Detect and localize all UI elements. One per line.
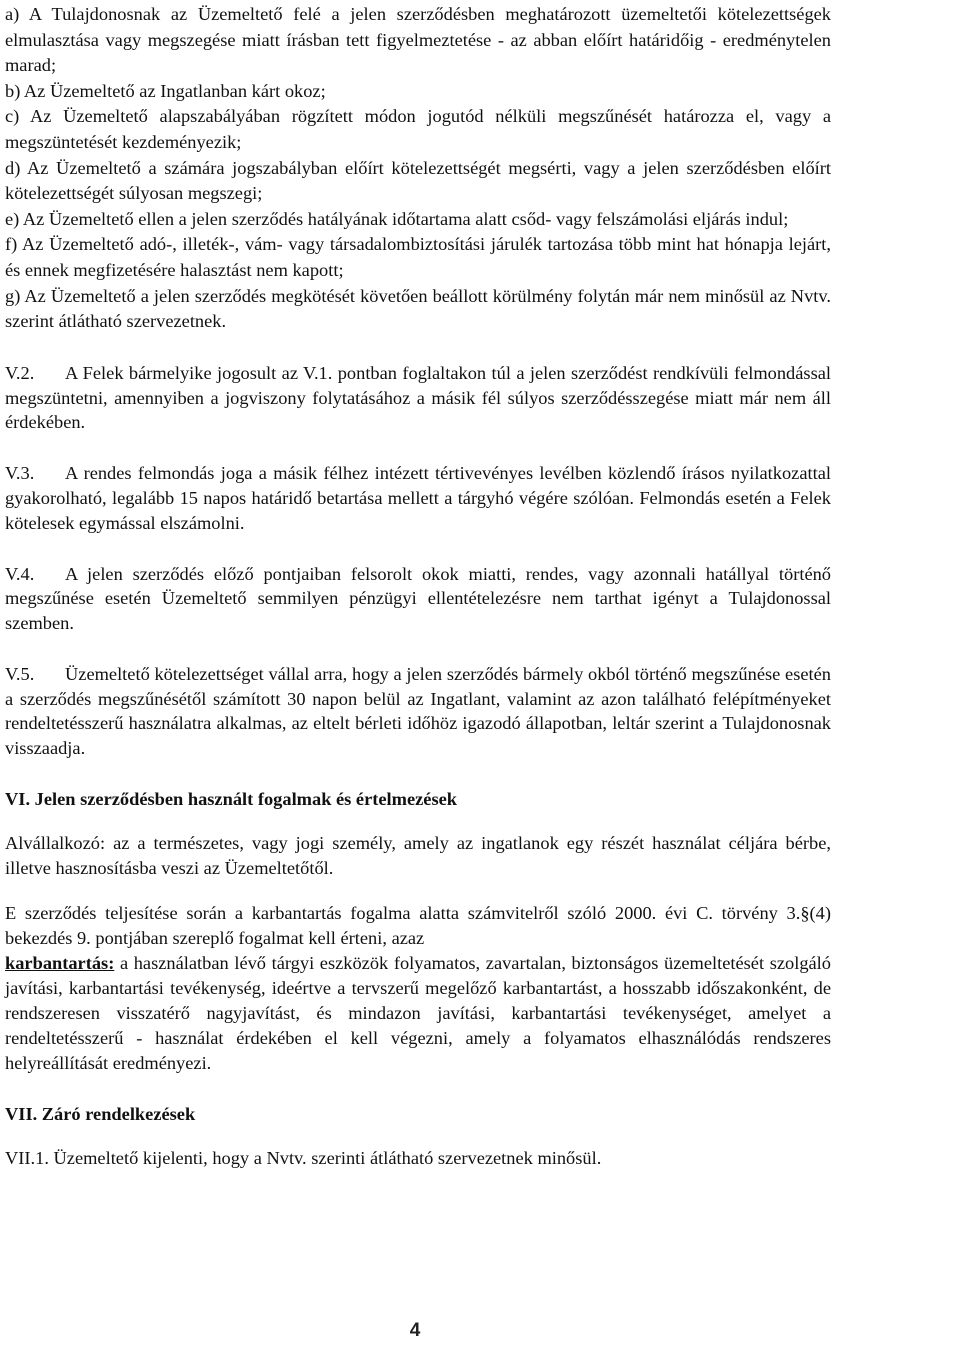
clause-v5	[5, 662, 831, 761]
clause-text: A jelen szerződés előző pontjaiban felsorolt okok miatti, rendes, vagy azonnali hatállyal történő megszűnése esetén Üzemeltető semmilyen pénzügyi ellentételezésre nem tarthat igényt a Tulajdonossal szemben.	[5, 563, 831, 634]
karbantartas-intro: E szerződés teljesítése során a karbantartás fogalma alatta számvitelről szóló 2000. évi C. törvény 3.§(4) bekezdés 9. pontjában szereplő fogalmat kell érteni, azaz	[5, 903, 831, 949]
clause-text: A rendes felmondás joga a másik félhez intézett tértivevényes levélben közlendő írásos nyilatkozattal gyakorolható, legalább 15 napos határidő betartása mellett a tárgyhó végére szólóan. Felmondás esetén a Felek kötelesek egymással elszámolni.	[5, 463, 831, 533]
definition-karbantartas	[5, 951, 831, 1076]
section-heading: VII. Záró rendelkezések	[5, 1104, 196, 1125]
list-item: c) Az Üzemeltető alapszabályában rögzített módon jogutód nélküli megszűnését határozza el, vagy a megszüntetését kezdeményezik;	[5, 106, 831, 152]
list-item: d) Az Üzemeltető a számára jogszabályban előírt kötelezettségét megsérti, vagy a jelen szerződésben előírt kötelezettségét súlyosan megszegi;	[5, 157, 831, 204]
clause-number: V.2.	[5, 362, 35, 383]
clause-number: V.4.	[5, 563, 35, 584]
clause-text: A Felek bármelyike jogosult az V.1. pontban foglaltakon túl a jelen szerződést rendkívüli felmondással megszüntetni, amennyiben a jogviszony folytatásához a másik fél súlyos szerződésszegése miatt már nem áll érdekében.	[5, 362, 831, 433]
section-heading: VI. Jelen szerződésben használt fogalmak és értelmezések	[5, 789, 458, 810]
list-item: f) Az Üzemeltető adó-, illeték-, vám- vagy társadalombiztosítási járulék tartozása több mint hat hónapja lejárt, és ennek megfizetésére halasztást nem kapott;	[5, 234, 831, 280]
clause-number: V.3.	[5, 463, 35, 484]
page-number: 4	[409, 1320, 421, 1341]
clause-v2	[5, 361, 831, 435]
termination-list	[5, 0, 831, 335]
list-item: e) Az Üzemeltető ellen a jelen szerződés hatályának időtartama alatt csőd- vagy felszámolási eljárás indul;	[5, 208, 789, 229]
defined-term: karbantartás:	[5, 953, 115, 974]
clause-number: V.5.	[5, 663, 35, 684]
list-item: b) Az Üzemeltető az Ingatlanban kárt okoz;	[5, 80, 326, 101]
clause-text: Üzemeltető kötelezettséget vállal arra, hogy a jelen szerződés bármely okból történő megszűnése esetén a szerződés megszűnésétől számított 30 napon belül az Ingatlant, valamint az azon található felépítményeket rendeltetésszerű használatra alkalmas, az eltelt bérleti időhöz igazodó állapotban, leltár szerint a Tulajdonosnak visszaadja.	[5, 663, 831, 759]
definition-text: a használatban lévő tárgyi eszközök folyamatos, zavartalan, biztonságos üzemeltetését szolgáló javítási, karbantartási tevékenység, ideértve a tervszerű megelőző karbantartást, a hosszabb időszakonként, de rendszeresen visszatérő nagyjavítást, és mindazon javítási, karbantartási tevékenységet, amelyet a rendeltetésszerű - használat érdekében el kell végezni, amely a folyamatos elhasználódás rendszeres helyreállítását eredményezi.	[5, 953, 831, 1074]
clause-v3	[5, 461, 831, 535]
definition-alvallalkozo: Alvállalkozó: az a természetes, vagy jogi személy, amely az ingatlanok egy részét használat céljára bérbe, illetve hasznosításba veszi az Üzemeltetőtől.	[5, 833, 831, 879]
clause-vii1: VII.1. Üzemeltető kijelenti, hogy a Nvtv. szerinti átlátható szervezetnek minősül.	[5, 1148, 602, 1169]
document-page	[5, 0, 831, 1171]
clause-v4	[5, 562, 831, 636]
list-item: g) Az Üzemeltető a jelen szerződés megkötését követően beállott körülmény folytán már nem minősül az Nvtv. szerint átlátható szervezetnek.	[5, 285, 831, 332]
list-item: a) A Tulajdonosnak az Üzemeltető felé a jelen szerződésben meghatározott üzemeltetői kötelezettségek elmulasztása vagy megszegése miatt írásban tett figyelmeztetése - az abban előírt határidőig - eredménytelen marad;	[5, 4, 831, 76]
